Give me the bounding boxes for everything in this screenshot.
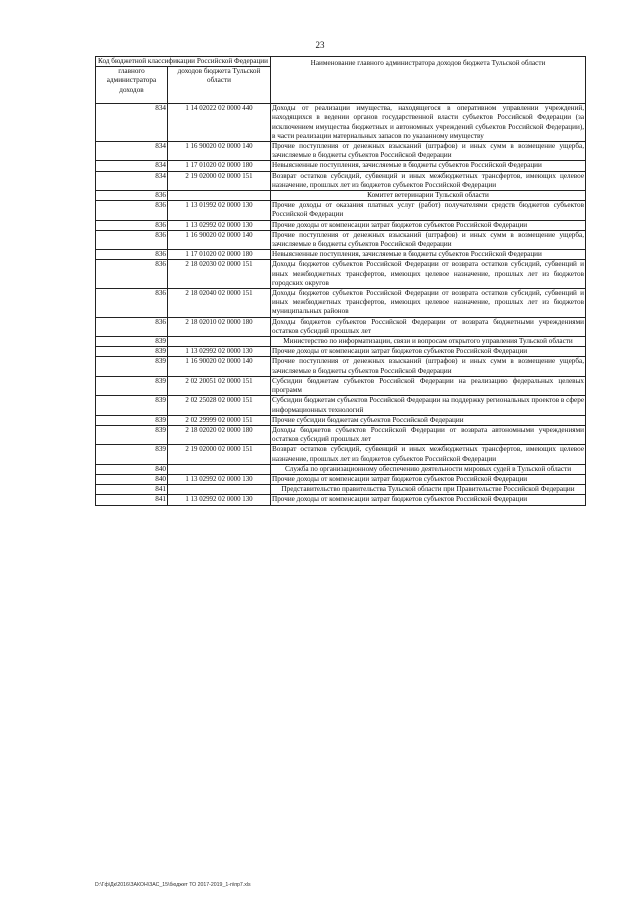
revenue-description: Прочие доходы от оказания платных услуг (работ) получателями средств бюджетов субъектов Российской Федерации [272, 201, 585, 219]
table-row [96, 347, 586, 357]
revenue-code: 2 18 02040 02 0000 151 [168, 289, 271, 318]
budget-classification-table [95, 56, 586, 506]
admin-code: 840 [96, 464, 168, 474]
revenue-code: 1 13 02992 02 0000 130 [168, 347, 271, 357]
revenue-code: 2 19 02000 02 0000 151 [168, 445, 271, 464]
administrator-name: Служба по организационному обеспечению деятельности мировых судей в Тульской области [271, 464, 586, 474]
admin-code: 841 [96, 495, 168, 505]
revenue-code: 2 19 02000 02 0000 151 [168, 171, 271, 190]
admin-code: 834 [96, 161, 168, 171]
admin-code: 836 [96, 317, 168, 336]
admin-code: 834 [96, 142, 168, 161]
revenue-column-header: доходов бюджета Тульской области [168, 67, 271, 104]
admin-code: 839 [96, 347, 168, 357]
admin-code: 834 [96, 104, 168, 142]
revenue-code: 1 17 01020 02 0000 180 [168, 250, 271, 260]
table-header-row [96, 57, 586, 67]
revenue-code-empty [168, 464, 271, 474]
table-row [96, 230, 586, 249]
admin-code: 840 [96, 474, 168, 484]
admin-code: 834 [96, 171, 168, 190]
revenue-description: Прочие поступления от денежных взысканий (штрафов) и иных сумм в возмещение ущерба, зачисляемые в бюджеты субъектов Российской Федерации [272, 142, 585, 160]
table-row [96, 474, 586, 484]
table-row [96, 171, 586, 190]
revenue-code: 1 13 02992 02 0000 130 [168, 220, 271, 230]
section-header-row [96, 191, 586, 201]
admin-code: 839 [96, 425, 168, 444]
admin-code: 836 [96, 289, 168, 318]
page-number: 23 [315, 40, 325, 50]
admin-code: 839 [96, 396, 168, 415]
revenue-code-empty [168, 191, 271, 201]
revenue-description: Доходы бюджетов субъектов Российской Федерации от возврата бюджетными учреждениями остатков субсидий прошлых лет [272, 317, 585, 335]
revenue-description: Доходы бюджетов субъектов Российской Федерации от возврата остатков субсидий, субвенций и иных межбюджетных трансфертов, имеющих целевое назначение, прошлых лет из бюджетов муниципальных районов [272, 289, 585, 316]
revenue-description: Субсидии бюджетам субъектов Российской Федерации на реализацию федеральных целевых программ [272, 376, 585, 395]
table-row [96, 376, 586, 395]
revenue-code: 1 14 02022 02 0000 440 [168, 104, 271, 142]
revenue-code: 1 13 02992 02 0000 130 [168, 495, 271, 505]
revenue-code: 2 02 29999 02 0000 151 [168, 415, 271, 425]
table-row [96, 415, 586, 425]
revenue-code: 2 18 02010 02 0000 180 [168, 317, 271, 336]
revenue-description: Прочие доходы от компенсации затрат бюджетов субъектов Российской Федерации [271, 220, 586, 230]
revenue-code: 1 16 90020 02 0000 140 [168, 142, 271, 161]
revenue-description: Возврат остатков субсидий, субвенций и иных межбюджетных трансфертов, имеющих целевое назначение, прошлых лет из бюджетов субъектов Российской Федерации [272, 171, 585, 189]
admin-code: 839 [96, 357, 168, 376]
revenue-code-empty [168, 337, 271, 347]
revenue-description: Прочие субсидии бюджетам субъектов Российской Федерации [271, 415, 586, 425]
revenue-description: Невыясненные поступления, зачисляемые в бюджеты субъектов Российской Федерации [271, 161, 586, 171]
section-header-row [96, 337, 586, 347]
admin-code: 841 [96, 485, 168, 495]
revenue-description: Доходы от реализации имущества, находящегося в оперативном управлении учреждений, находящихся в ведении органов государственной власти субъектов Российской Федерации (за исключением имущества бюджетных и автономных учреждений субъектов Российской Федерации), в части реализации материальных запасов по указанному имуществу [272, 104, 585, 140]
table-row [96, 220, 586, 230]
revenue-code: 1 13 02992 02 0000 130 [168, 474, 271, 484]
revenue-description: Возврат остатков субсидий, субвенций и иных межбюджетных трансфертов, имеющих целевое назначение, прошлых лет из бюджетов субъектов Российской Федерации [272, 445, 585, 463]
revenue-code: 2 18 02030 02 0000 151 [168, 260, 271, 289]
revenue-description: Прочие поступления от денежных взысканий (штрафов) и иных сумм в возмещение ущерба, зачисляемые в бюджеты субъектов Российской Федерации [272, 357, 585, 375]
revenue-code-empty [168, 485, 271, 495]
admin-code: 836 [96, 201, 168, 220]
revenue-code: 1 16 90020 02 0000 140 [168, 357, 271, 376]
table-row [96, 495, 586, 505]
administrator-name: Комитет ветеринарии Тульской области [271, 191, 586, 201]
revenue-description: Доходы бюджетов субъектов Российской Федерации от возврата остатков субсидий, субвенций и иных межбюджетных трансфертов, имеющих целевое назначение, прошлых лет из бюджетов городских округов [272, 260, 585, 287]
revenue-code: 1 13 01992 02 0000 130 [168, 201, 271, 220]
revenue-description: Субсидии бюджетам субъектов Российской Федерации на поддержку региональных проектов в сфере информационных технологий [272, 396, 585, 414]
table-row [96, 425, 586, 444]
revenue-description: Прочие поступления от денежных взысканий (штрафов) и иных сумм в возмещение ущерба, зачисляемые в бюджеты субъектов Российской Федерации [272, 230, 585, 249]
table-row [96, 142, 586, 161]
table-row [96, 289, 586, 318]
section-header-row [96, 464, 586, 474]
table-row [96, 317, 586, 336]
administrator-name: Представительство правительства Тульской области при Правительстве Российской Федерации [271, 485, 586, 495]
table-row [96, 357, 586, 376]
table-row [96, 250, 586, 260]
admin-column-header: главного администратора доходов [96, 67, 168, 104]
admin-code: 836 [96, 230, 168, 249]
admin-code: 839 [96, 376, 168, 395]
revenue-code: 2 02 25028 02 0000 151 [168, 396, 271, 415]
admin-code: 836 [96, 191, 168, 201]
revenue-code: 2 02 20051 02 0000 151 [168, 376, 271, 395]
revenue-description: Невыясненные поступления, зачисляемые в бюджеты субъектов Российской Федерации [271, 250, 586, 260]
table-row [96, 201, 586, 220]
revenue-code: 1 17 01020 02 0000 180 [168, 161, 271, 171]
footer-file-path: D:\Гф\Дк\2016\ЗАКОН\ЗАС_15\бюджет ТО 2017-2019_1-п\пр7.xls [95, 882, 251, 888]
admin-code: 836 [96, 220, 168, 230]
table-row [96, 161, 586, 171]
name-column-header: Наименование главного администратора доходов бюджета Тульской области [271, 57, 586, 104]
admin-code: 839 [96, 445, 168, 464]
table-row [96, 104, 586, 142]
administrator-name: Министерство по информатизации, связи и вопросам открытого управления Тульской области [271, 337, 586, 347]
revenue-description: Прочие доходы от компенсации затрат бюджетов субъектов Российской Федерации [271, 474, 586, 484]
revenue-description: Прочие доходы от компенсации затрат бюджетов субъектов Российской Федерации [271, 347, 586, 357]
revenue-description: Прочие доходы от компенсации затрат бюджетов субъектов Российской Федерации [271, 495, 586, 505]
table-body [96, 104, 586, 505]
table-row [96, 396, 586, 415]
table-row [96, 260, 586, 289]
table-row [96, 445, 586, 464]
revenue-code: 1 16 90020 02 0000 140 [168, 230, 271, 249]
code-group-header: Код бюджетной классификации Российской Федерации [96, 57, 271, 67]
revenue-code: 2 18 02020 02 0000 180 [168, 425, 271, 444]
admin-code: 839 [96, 337, 168, 347]
admin-code: 839 [96, 415, 168, 425]
section-header-row [96, 485, 586, 495]
revenue-description: Доходы бюджетов субъектов Российской Федерации от возврата автономными учреждениями остатков субсидий прошлых лет [272, 425, 585, 444]
admin-code: 836 [96, 260, 168, 289]
admin-code: 836 [96, 250, 168, 260]
